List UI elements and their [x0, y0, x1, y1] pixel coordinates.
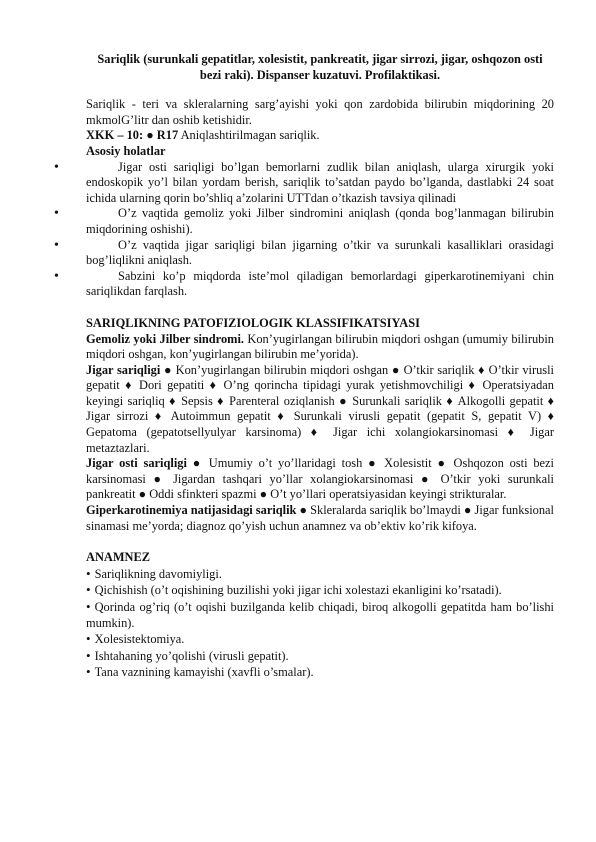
classification-term: Jigar sariqligi: [86, 362, 161, 377]
anamnesis-item: • Qorinda og’riq (o’t oqishi buzilganda kelib chiqadi, biroq alkogolli gepatitda ham bo’lishi mumkin).: [86, 599, 554, 631]
classification-item: [86, 456, 554, 503]
anamnesis-item: • Sariqlikning davomiyligi.: [86, 566, 554, 583]
main-goals-heading: Asosiy holatlar: [86, 143, 166, 158]
classification-text: ● Skleralarda sariqlik bo’lmaydi ● Jigar funksional sinamasi me’yorda; diagnoz qo’yish uchun anamnez va ob’ektiv ko’rik kifoya.: [86, 503, 554, 533]
classification-item: [86, 503, 554, 534]
classification-text: ● Kon’yugirlangan bilirubin miqdori oshgan ● O’tkir sariqlik ♦ O’tkir virusli gepatit ♦ Dori gepatiti ♦ O’ng qorincha tipidagi yurak yetishmovchiligi ♦ Operatsiyadan keyingi sariqliq ♦ Sepsis ♦ Parenteral oziqlanish ● Surunkali sariqlik ♦ Alkogolli gepatit ♦ Jigar sirrozi ♦ Autoimmun gepatit ♦ Surunkali virusli gepatit (gepatit S, gepatit V) ♦ Gepatoma (gepatotsellyulyar karsinoma) ♦ Jigar ichi xolangiokarsinomasi ♦ Jigar metaztazlari.: [86, 362, 554, 455]
goal-item: • O’z vaqtida gemoliz yoki Jilber sindromini aniqlash (qonda bog’lanmagan bilirubin miqdorining oshishi).: [86, 206, 554, 237]
goal-item: • Jigar osti sariqligi bo’lgan bemorlarni zudlik bilan aniqlash, ularga xirurgik yoki endoskopik yo’l bilan yordam berish, sariqlik to’satdan paydo bo’lganda, dastlabki 24 soat ichida ularning qorin bo’shliq a’zolarini UTTdan o’tkazish tavsiya qilinadi: [86, 160, 554, 207]
icd-text: Aniqlashtirilmagan sariqlik.: [180, 128, 320, 143]
anamnesis-item: • Ishtahaning yo’qolishi (virusli gepatit).: [86, 648, 554, 665]
icd-line: [86, 128, 554, 144]
classification-text: ● Umumiy o’t yo’llaridagi tosh ● Xolesistit ● Oshqozon osti bezi karsinomasi ● Jigardan tashqari yo’llar xolangiokarsinomasi ● O’tkir yoki surunkali pankreatit ● Oddi sfinkteri spazmi ● O’t yo’llari operatsiyasidan keyingi strikturalar.: [86, 456, 554, 502]
goal-item: • Sabzini ko’p miqdorda iste’mol qiladigan bemorlardagi giperkarotinemiyani chin sariqlikdan farqlash.: [86, 269, 554, 300]
page-title: Sariqlik (surunkali gepatitlar, xolesistit, pankreatit, jigar sirrozi, jigar, oshqozon osti bezi raki). Dispanser kuzatuvi. Profilaktikasi.: [97, 52, 543, 82]
classification-item: [86, 332, 554, 363]
document-page: [86, 52, 554, 681]
anamnesis-heading: ANAMNEZ: [86, 550, 151, 565]
anamnesis-item: • Xolesistektomiya.: [86, 631, 554, 648]
classification-term: Jigar osti sariqligi: [86, 456, 187, 471]
classification-heading: SARIQLIKNING PATOFIZIOLOGIK KLASSIFIKATSIYASI: [86, 315, 420, 330]
classification-text: Kon’yugirlangan bilirubin miqdori oshgan (umumiy bilirubin miqdori oshgan, kon’yugirlangan bilirubin me’yorida).: [86, 331, 554, 362]
anamnesis-item: • Tana vaznining kamayishi (xavfli o’smalar).: [86, 664, 554, 681]
classification-term: Gemoliz yoki Jilber sindromi.: [86, 331, 244, 346]
icd-label: XKK – 10: ● R17: [86, 128, 179, 143]
definition-paragraph: Sariqlik - teri va skleralarning sarg’ayishi yoki qon zardobida bilirubin miqdorining 20 mkmolG’litr dan oshib ketishidir.: [86, 97, 554, 127]
anamnesis-item: • Qichishish (o’t oqishining buzilishi yoki jigar ichi xolestazi ekanligini ko’rsatadi).: [86, 582, 554, 599]
classification-item: [86, 363, 554, 457]
classification-term: Giperkarotinemiya natijasidagi sariqlik: [86, 503, 297, 518]
goal-item: • O’z vaqtida jigar sariqligi bilan jigarning o’tkir va surunkali kasalliklari orasidagi bog’liqlikni aniqlash.: [86, 238, 554, 269]
